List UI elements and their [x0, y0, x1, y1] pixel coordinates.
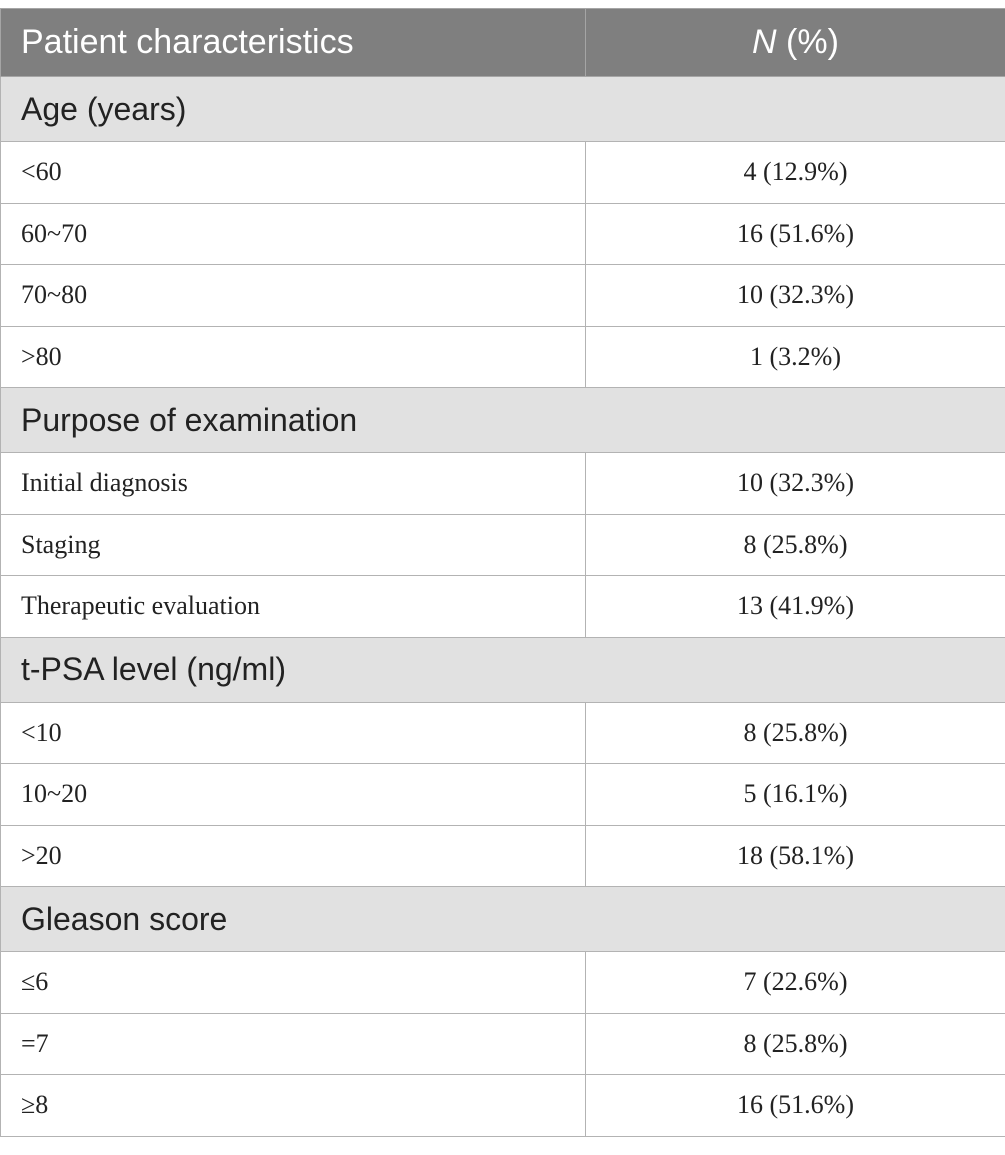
row-value: 16 (51.6%): [586, 203, 1005, 265]
row-value: 16 (51.6%): [586, 1075, 1005, 1137]
patient-characteristics-table: [0, 8, 1005, 1137]
header-patient-characteristics: Patient characteristics: [1, 9, 586, 77]
group-title-age: Age (years): [1, 77, 1005, 142]
table-row: [1, 453, 1005, 515]
table-row: [1, 1013, 1005, 1075]
row-label: ≤6: [1, 952, 586, 1014]
table-row: [1, 764, 1005, 826]
row-label: Staging: [1, 514, 586, 576]
group-row-gleason: [1, 887, 1005, 952]
table-row: [1, 1075, 1005, 1137]
table-row: [1, 576, 1005, 638]
group-title-purpose: Purpose of examination: [1, 388, 1005, 453]
row-label: >20: [1, 825, 586, 887]
row-label: Initial diagnosis: [1, 453, 586, 515]
header-row: [1, 9, 1005, 77]
row-label: ≥8: [1, 1075, 586, 1137]
row-value: 8 (25.8%): [586, 514, 1005, 576]
row-value: 8 (25.8%): [586, 1013, 1005, 1075]
table-body: [1, 77, 1005, 1137]
header-n-percent: [586, 9, 1005, 77]
row-label: >80: [1, 326, 586, 388]
group-row-purpose: [1, 388, 1005, 453]
row-label: <60: [1, 142, 586, 204]
header-percent-label: (%): [776, 23, 839, 61]
row-label: Therapeutic evaluation: [1, 576, 586, 638]
table-row: [1, 825, 1005, 887]
patient-characteristics-table-container: [0, 8, 1005, 1137]
row-value: 8 (25.8%): [586, 702, 1005, 764]
row-value: 7 (22.6%): [586, 952, 1005, 1014]
header-n-label: N: [752, 23, 777, 61]
row-value: 4 (12.9%): [586, 142, 1005, 204]
row-label: 60~70: [1, 203, 586, 265]
row-value: 18 (58.1%): [586, 825, 1005, 887]
row-label: 70~80: [1, 265, 586, 327]
row-value: 5 (16.1%): [586, 764, 1005, 826]
row-label: <10: [1, 702, 586, 764]
row-value: 10 (32.3%): [586, 453, 1005, 515]
row-label: =7: [1, 1013, 586, 1075]
row-value: 1 (3.2%): [586, 326, 1005, 388]
table-row: [1, 514, 1005, 576]
table-row: [1, 326, 1005, 388]
group-title-gleason: Gleason score: [1, 887, 1005, 952]
table-row: [1, 952, 1005, 1014]
table-row: [1, 142, 1005, 204]
table-row: [1, 702, 1005, 764]
group-title-tpsa: t-PSA level (ng/ml): [1, 637, 1005, 702]
group-row-tpsa: [1, 637, 1005, 702]
row-value: 13 (41.9%): [586, 576, 1005, 638]
table-row: [1, 203, 1005, 265]
table-header: [1, 9, 1005, 77]
group-row-age: [1, 77, 1005, 142]
table-row: [1, 265, 1005, 327]
row-value: 10 (32.3%): [586, 265, 1005, 327]
row-label: 10~20: [1, 764, 586, 826]
